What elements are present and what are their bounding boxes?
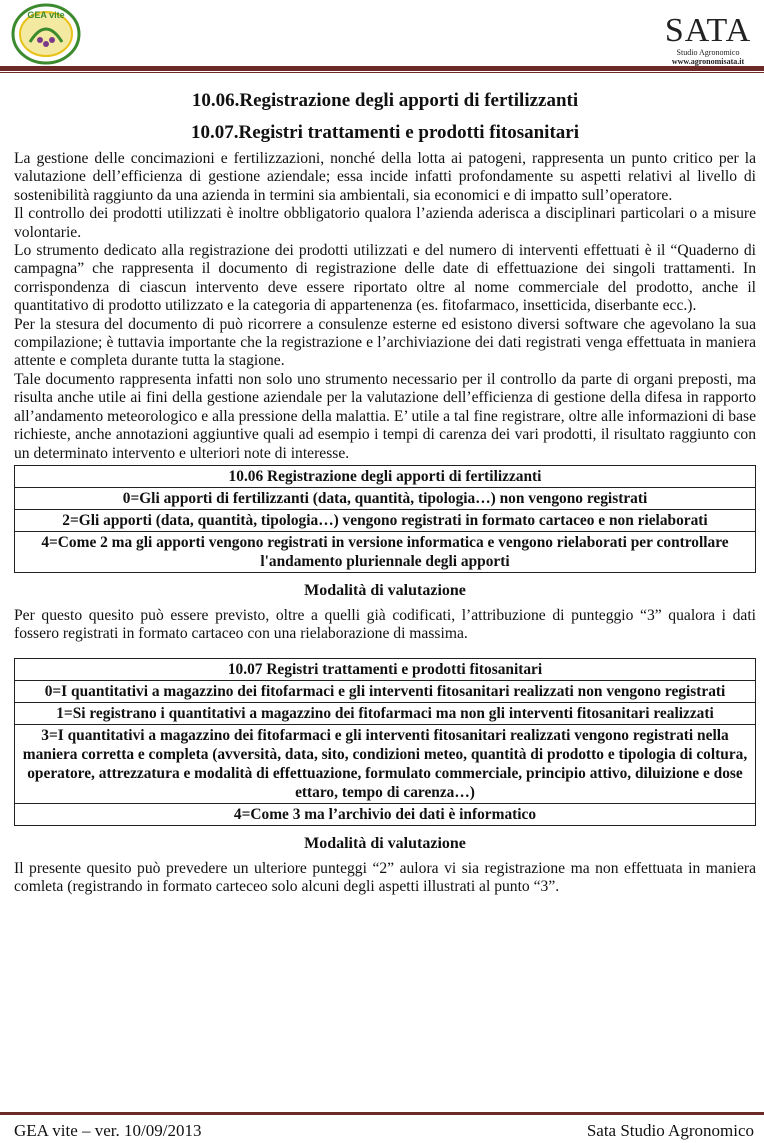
sata-logo <box>658 4 758 66</box>
sata-logo-url: www.agronomisata.it <box>671 57 745 66</box>
criteria-row: 4=Come 3 ma l’archivio dei dati è informatico <box>15 803 756 825</box>
paragraph: Il controllo dei prodotti utilizzati è inoltre obbligatorio qualora l’azienda aderisca a disciplinari particolari o a misure volontarie. <box>14 205 756 241</box>
criteria-table-header: 10.07 Registri trattamenti e prodotti fitosanitari <box>15 658 756 680</box>
section-title-10-07: 10.07.Registri trattamenti e prodotti fitosanitari <box>190 122 579 143</box>
criteria-table-10-07 <box>14 658 756 826</box>
paragraph: Per la stesura del documento di può ricorrere a consulenze esterne ed esistono diversi software che agevolano la sua compilazione; è tuttavia importante che la registrazione e l’archiviazione dei dati registrati venga effettuata in maniera attente e completa durante tutta la stagione. <box>14 315 756 370</box>
criteria-row: 1=Si registrano i quantitativi a magazzino dei fitofarmaci ma non gli interventi fitosanitari realizzati <box>15 702 756 724</box>
criteria-row: 0=Gli apporti di fertilizzanti (data, quantità, tipologia…) non vengono registrati <box>15 487 756 509</box>
page-content <box>14 88 756 897</box>
footer-rule <box>0 1112 764 1115</box>
gea-vite-logo <box>10 2 82 66</box>
criteria-row: 2=Gli apporti (data, quantità, tipologia…) vengono registrati in formato cartaceo e non rielaborati <box>15 509 756 531</box>
evaluation-heading: Modalità di valutazione <box>304 834 466 852</box>
evaluation-text: Il presente quesito può prevedere un ulteriore punteggi “2” aulora vi sia registrazione ma non effettuata in maniera comleta (registrando in formato carteceo solo alcuni degli aspetti illustrati al punto “3”. <box>14 859 756 896</box>
evaluation-heading: Modalità di valutazione <box>304 581 466 599</box>
paragraph: La gestione delle concimazioni e fertilizzazioni, nonché della lotta ai patogeni, rappresenta un punto critico per la valutazione dell’efficienza di gestione aziendale; essa incide infatti profondamente su aspetti relativi al livello di sostenibilità raggiunto da una azienda in termini sia ambientali, sia economici e di impatto sull’operatore. <box>14 150 756 204</box>
footer-version: GEA vite – ver. 10/09/2013 <box>14 1121 202 1140</box>
paragraph: Lo strumento dedicato alla registrazione dei prodotti utilizzati e del numero di interventi effettuati è il “Quaderno di campagna” che rappresenta il documento di registrazione delle date di effettuazione dei singoli trattamenti. In corrispondenza di ciascun intervento deve essere riportato oltre al nome commerciale del prodotto, anche il quantitativo di prodotto utilizzato e la categoria di appartenenza (es. fitofarmaco, insetticida, diserbante ecc.). <box>14 242 756 315</box>
gea-logo-text: GEA vite <box>27 10 65 20</box>
page-header <box>0 0 764 72</box>
footer-company: Sata Studio Agronomico <box>586 1121 754 1140</box>
criteria-table-10-06 <box>14 465 756 573</box>
section-title-10-06: 10.06.Registrazione degli apporti di fertilizzanti <box>191 90 579 111</box>
criteria-table-header: 10.06 Registrazione degli apporti di fertilizzanti <box>15 465 756 487</box>
criteria-row: 4=Come 2 ma gli apporti vengono registrati in versione informatica e vengono rielaborati per controllare l'andamento pluriennale degli apporti <box>15 531 756 572</box>
header-rule <box>0 66 764 71</box>
sata-logo-subtitle: Studio Agronomico <box>676 48 740 57</box>
sata-logo-word: SATA <box>664 12 752 49</box>
paragraph: Tale documento rappresenta infatti non solo uno strumento necessario per il controllo da parte di organi preposti, ma risulta anche utile ai fini della gestione aziendale per la valutazione dell’efficienza di gestione della difesa in rapporto all’andamento meteorologico e alla pressione della malattia. E’ utile a tal fine registrare, oltre alle informazioni di base richieste, anche annotazioni aggiuntive quali ad esempio i tempi di carenza dei vari prodotti, il risultato raggiunto con un determinato intervento e ulteriori note di interesse. <box>14 370 756 462</box>
criteria-row: 3=I quantitativi a magazzino dei fitofarmaci e gli interventi fitosanitari realizzati vengono registrati nella maniera corretta e completa (avversità, data, sito, condizioni meteo, quantità di prodotto e tipologia di coltura, operatore, attrezzatura e modalità di effettuazione, formulato commerciale, principio attivo, diluizione e dose ettaro, tempo di carenza…) <box>15 724 756 803</box>
criteria-row: 0=I quantitativi a magazzino dei fitofarmaci e gli interventi fitosanitari realizzati non vengono registrati <box>15 680 756 702</box>
evaluation-text: Per questo quesito può essere previsto, oltre a quelli già codificati, l’attribuzione di punteggio “3” qualora i dati fossero registrati in formato cartaceo con una rielaborazione di massima. <box>14 606 756 643</box>
header-rule-thin <box>0 72 764 73</box>
page-footer <box>0 1112 764 1143</box>
